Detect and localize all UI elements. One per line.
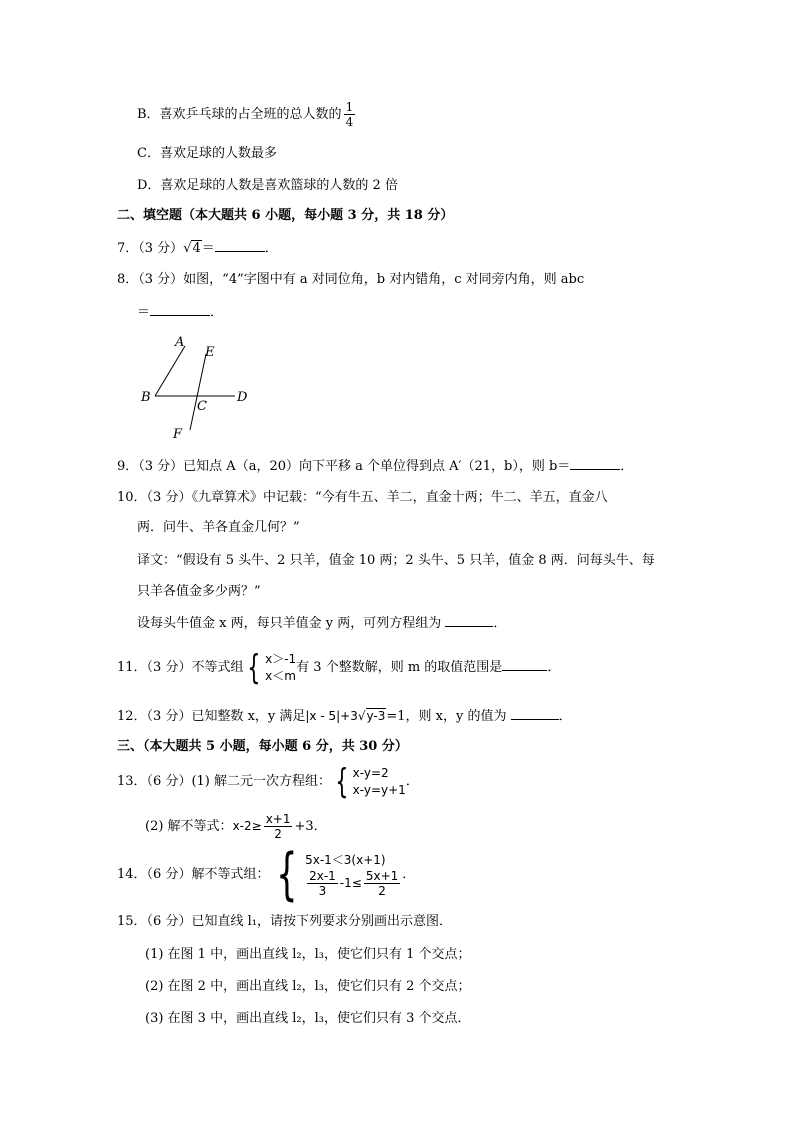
q13-prefix: 13．（6 分）(1) 解二元一次方程组： xyxy=(117,774,331,789)
sqrt-radicand: 4 xyxy=(192,241,201,256)
answer-blank xyxy=(502,657,547,671)
system-row-1: x-y=2 xyxy=(352,765,389,780)
q12-equals: =1，则 x，y 的值为 xyxy=(386,709,507,724)
figure-4-shape xyxy=(135,332,265,447)
q11-prefix: 11．（3 分）不等式组 xyxy=(117,660,244,675)
q9-end: ． xyxy=(620,459,634,474)
question-13-part2 xyxy=(145,810,327,843)
row-2-middle: -1≤ xyxy=(339,876,362,890)
question-10-line3: 译文：“假设有 5 头牛、2 只羊，值金 10 两；2 头牛、5 只羊，值金 8 两．问每头牛、每 xyxy=(137,553,655,568)
q6-option-c: C．喜欢足球的人数最多 xyxy=(137,146,277,161)
fraction-numerator: 2x-1 xyxy=(309,869,336,883)
question-10-line2: 两．问牛、羊各直金几何？” xyxy=(137,520,300,535)
abs-expression: |x - 5|+3 xyxy=(305,709,358,723)
q6-option-b-text: B．喜欢乒乓球的占全班的总人数的 xyxy=(137,107,342,122)
question-10-line4: 只羊各值金多少两？” xyxy=(137,584,261,599)
q12-end: ． xyxy=(558,709,572,724)
equation-system xyxy=(331,761,406,802)
q11-end: ． xyxy=(547,660,561,675)
q6-option-d: D．喜欢足球的人数是喜欢篮球的人数的 2 倍 xyxy=(137,178,398,193)
question-12 xyxy=(117,706,572,727)
question-8-line2 xyxy=(137,302,223,323)
fraction-denominator: 3 xyxy=(318,884,327,898)
fraction-numerator: 1 xyxy=(345,100,354,114)
question-13 xyxy=(117,760,419,804)
q7-prefix: 7．（3 分） xyxy=(117,241,184,256)
inequality-system xyxy=(243,647,297,688)
q12-prefix: 12．（3 分）已知整数 x，y 满足 xyxy=(117,709,306,724)
label-b: B xyxy=(141,390,151,405)
inequality-system xyxy=(269,841,402,907)
line-ef xyxy=(190,354,206,430)
system-row-1: x＞-1 xyxy=(265,651,297,666)
fraction-denominator: 2 xyxy=(378,884,386,898)
q8-end: ． xyxy=(210,305,224,320)
question-8-line1: 8．（3 分）如图，“4”字图中有 a 对同位角，b 对内错角，c 对同旁内角，则 abc xyxy=(117,272,585,287)
system-row-2: x＜m xyxy=(265,668,296,683)
left-brace: { xyxy=(276,841,298,907)
left-brace: { xyxy=(247,647,261,688)
fraction xyxy=(264,812,293,841)
q7-equals: ＝ xyxy=(201,241,215,256)
fraction xyxy=(364,869,400,898)
question-10-line1: 10．（3 分）《九章算术》中记载：“今有牛五、羊二，直金十两；牛二、羊五，直金八 xyxy=(117,490,608,505)
section-2-heading: 二、填空题（本大题共 6 小题，每小题 3 分，共 18 分） xyxy=(117,208,454,223)
q13-part2-prefix: (2) 解不等式： xyxy=(145,819,233,834)
label-a: A xyxy=(175,335,185,350)
system-row-1: 5x-1＜3(x+1) xyxy=(305,853,386,867)
question-14 xyxy=(117,841,416,907)
system-row-2: x-y=y+1 xyxy=(352,782,406,797)
answer-blank xyxy=(150,302,210,316)
question-15-part3: (3) 在图 3 中，画出直线 l₂，l₃，使它们只有 3 个交点． xyxy=(145,1011,471,1026)
question-9 xyxy=(117,456,633,477)
answer-blank xyxy=(511,706,559,720)
question-11 xyxy=(117,648,560,688)
label-d: D xyxy=(237,390,248,405)
sqrt-radicand: y-3 xyxy=(366,709,386,723)
question-10-line5 xyxy=(137,613,506,634)
system-row-2 xyxy=(305,869,402,898)
sqrt-expression: √4 xyxy=(183,241,201,256)
q9-text: 9．（3 分）已知点 A（a，20）向下平移 a 个单位得到点 A′（21，b），则 b＝ xyxy=(117,459,571,474)
fraction-numerator: 5x+1 xyxy=(365,869,399,883)
answer-blank xyxy=(570,456,620,470)
left-brace: { xyxy=(335,761,349,802)
question-15-line1: 15．（6 分）已知直线 l₁，请按下列要求分别画出示意图． xyxy=(117,914,452,929)
q10-end: ． xyxy=(493,616,507,631)
q7-end: ． xyxy=(264,241,278,256)
q14-end: ． xyxy=(402,867,416,882)
fraction-denominator: 4 xyxy=(345,115,354,129)
fraction-numerator: x+1 xyxy=(265,812,291,826)
section-3-heading: 三、（本大题共 5 小题，每小题 6 分，共 30 分） xyxy=(117,739,408,754)
question-15-part1: (1) 在图 1 中，画出直线 l₂，l₃，使它们只有 1 个交点； xyxy=(145,947,471,962)
inequality-lhs: x-2≥ xyxy=(232,819,262,833)
sqrt-expression: √y-3 xyxy=(357,709,386,723)
label-f: F xyxy=(173,427,183,442)
answer-blank xyxy=(445,613,493,627)
label-e: E xyxy=(205,345,215,360)
q6-option-b xyxy=(137,100,357,129)
label-c: C xyxy=(197,399,207,414)
line-ab xyxy=(155,346,185,396)
fraction xyxy=(307,869,338,898)
q14-prefix: 14．（6 分）解不等式组： xyxy=(117,867,270,882)
fraction-denominator: 2 xyxy=(274,827,282,841)
inequality-rhs: +3． xyxy=(294,819,327,834)
q10-line5-text: 设每头牛值金 x 两，每只羊值金 y 两，可列方程组为 xyxy=(137,616,442,631)
q13-end: ． xyxy=(405,774,419,789)
answer-blank xyxy=(215,238,265,252)
fraction xyxy=(344,100,356,129)
q8-equals: ＝ xyxy=(137,305,151,320)
question-15-part2: (2) 在图 2 中，画出直线 l₂，l₃，使它们只有 2 个交点； xyxy=(145,979,471,994)
question-7 xyxy=(117,238,278,259)
q11-suffix: 有 3 个整数解，则 m 的取值范围是 xyxy=(296,660,503,675)
